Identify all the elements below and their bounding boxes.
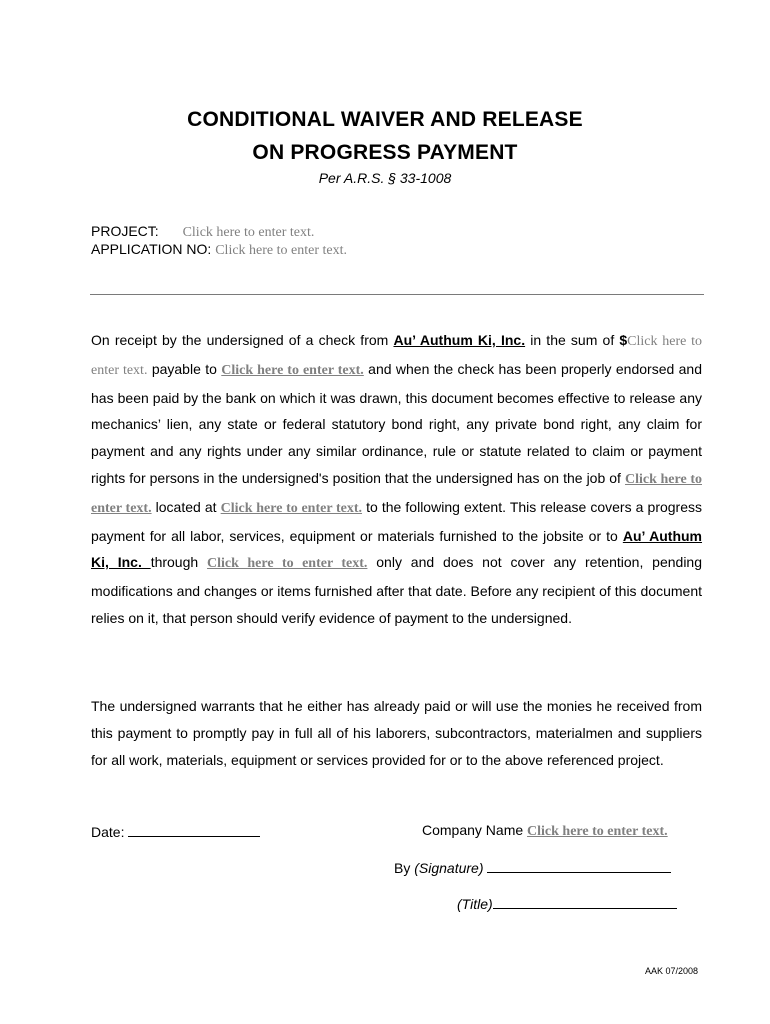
title-input-line[interactable] xyxy=(493,894,677,909)
para1-text-7: through xyxy=(150,554,208,571)
signature-field xyxy=(394,858,671,876)
date-label: Date: xyxy=(91,824,125,840)
document-title-line1: CONDITIONAL WAIVER AND RELEASE xyxy=(187,108,583,131)
currency-symbol: $ xyxy=(619,332,628,348)
project-input[interactable]: Click here to enter text. xyxy=(182,225,315,240)
application-input[interactable]: Click here to enter text. xyxy=(215,243,348,258)
form-code: AAK 07/2008 xyxy=(645,966,699,976)
company-name-label: Company Name xyxy=(422,822,524,838)
para1-text-3: payable to xyxy=(147,360,222,377)
location-input[interactable]: Click here to enter text. xyxy=(220,500,363,516)
release-paragraph xyxy=(91,327,702,632)
date-field xyxy=(91,822,260,840)
para1-text-5: located at xyxy=(151,498,221,515)
company-name-input[interactable]: Click here to enter text. xyxy=(527,824,668,839)
para1-text-8: only and does not cover any retention, pending modifications and changes or items furnished after that date. Before any recipient of this document relies on it, that person should verify evidence of payment to the undersigned. xyxy=(91,554,702,626)
para1-text-4: and when the check has been properly endorsed and has been paid by the bank on which it was drawn, this document becomes effective to release any mechanics’ lien, any state or federal statutory bond right, any private bond right, any claim for payment and any rights under any similar ordinance, rule or statute related to claim or payment rights for persons in the undersigned's position that the undersigned has on the job of xyxy=(91,360,702,486)
statute-reference: Per A.R.S. § 33-1008 xyxy=(318,170,452,186)
job-input[interactable]: Click here to enter text. xyxy=(91,471,702,516)
warranty-paragraph: The undersigned warrants that he either has already paid or will use the monies he received from this payment to promptly pay in full all of his laborers, subcontractors, materialmen and suppliers for all work, materials, equipment or services provided for or to the above referenced project. xyxy=(91,698,702,768)
payee-input[interactable]: Click here to enter text. xyxy=(221,362,364,378)
signature-label: (Signature) xyxy=(414,860,484,876)
party-name: Au’ Authum Ki, Inc. xyxy=(91,527,703,571)
through-date-input[interactable]: Click here to enter text. xyxy=(207,556,368,572)
company-name-field xyxy=(422,822,668,840)
amount-input[interactable]: Click here to enter text. xyxy=(91,334,703,378)
signature-input-line[interactable] xyxy=(487,858,671,873)
para1-text-6: to the following extent. This release covers a progress payment for all labor, services, equipment or materials furnished to the jobsite or to xyxy=(91,498,703,544)
para1-text-2: in the sum of xyxy=(525,332,620,348)
para1-text-1: On receipt by the undersigned of a check from xyxy=(91,332,394,348)
horizontal-divider xyxy=(90,294,704,295)
application-label: APPLICATION NO: xyxy=(91,241,212,257)
project-field xyxy=(91,223,314,241)
application-field xyxy=(91,241,347,259)
title-field xyxy=(457,894,677,912)
by-label: By xyxy=(394,860,411,876)
project-label: PROJECT: xyxy=(91,223,159,239)
payer-name: Au’ Authum Ki, Inc. xyxy=(393,332,526,348)
date-input-line[interactable] xyxy=(128,822,260,837)
document-title-line2: ON PROGRESS PAYMENT xyxy=(252,141,518,164)
title-label: (Title) xyxy=(457,896,493,912)
